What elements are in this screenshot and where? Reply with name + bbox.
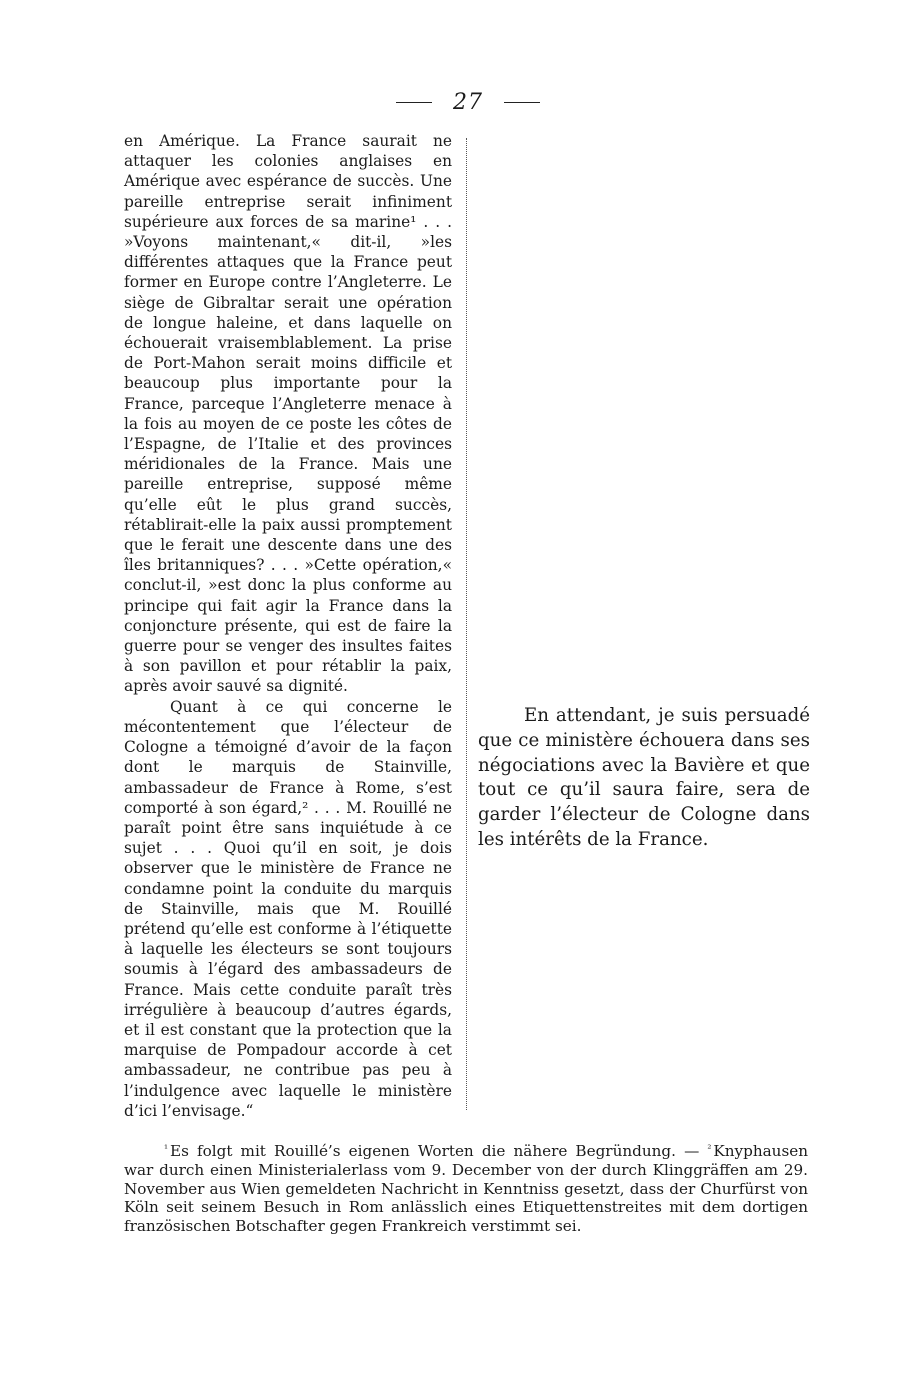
- header-rule-right: [504, 102, 540, 103]
- column-divider: [466, 138, 467, 1110]
- left-paragraph-2: Quant à ce qui concerne le mécontentement que l’électeur de Cologne a témoigné d’avoir de la façon dont le marquis de Stainville, ambassadeur de France à Rome, s’est comporté à son égard,² . . . M. Rouillé ne paraît point être sans inquiétude à ce sujet . . . Quoi qu’il en soit, je dois observer que le ministère de France ne condamne point la conduite du marquis de Stainville, mais que M. Rouillé prétend qu’elle est conforme à l’étiquette à laquelle les électeurs se sont toujours soumis à l’égard des ambassadeurs de France. Mais cette conduite paraît très irrégulière à beaucoup d’autres égards, et il est constant que la protection que la marquise de Pompadour accorde à cet ambassadeur, ne contribue pas peu à l’indulgence avec laquelle le ministère d’ici l’envisage.“: [124, 697, 452, 1120]
- left-paragraph-1: en Amérique. La France saurait ne attaquer les colonies anglaises en Amérique avec espérance de succès. Une pareille entreprise serait infiniment supérieure aux forces de sa marine¹ . . . »Voyons maintenant,« dit-il, »les différentes attaques que la France peut former en Europe contre l’Angleterre. Le siège de Gibraltar serait une opération de longue haleine, et dans laquelle on échouerait vraisemblablement. La prise de Port-Mahon serait moins difficile et beaucoup plus importante pour la France, parceque l’Angleterre menace à la fois au moyen de ce poste les côtes de l’Espagne, de l’Italie et des provinces méridionales de la France. Mais une pareille entreprise, supposé même qu’elle eût le plus grand succès, rétablirait-elle la paix aussi promptement que le ferait une descente dans une des îles britanniques? . . . »Cette opération,« conclut-il, »est donc la plus conforme au principe qui fait agir la France dans la conjoncture présente, qui est de faire la guerre pour se venger des insultes faites à son pavillon et pour rétablir la paix, après avoir sauvé sa dignité.: [124, 132, 452, 696]
- footnote-2-text: Knyphausen war durch einen Ministerialerlass vom 9. December von der durch Klinggräffen am 29. November aus Wien gemeldeten Nachricht in Kenntniss gesetzt, dass der Churfürst von Köln seit seinem Besuch in Rom anlässlich eines Etiquettenstreites mit dem dortigen französischen Botschafter gegen Frankreich verstimmt sei.: [124, 1142, 809, 1236]
- page-number: 27: [453, 89, 483, 115]
- footnote-marker-1: ¹: [164, 1144, 169, 1155]
- right-column: [478, 704, 810, 853]
- page-header: [396, 88, 540, 116]
- footnotes: [124, 1141, 808, 1236]
- footnote-block: [124, 1141, 808, 1236]
- footnote-marker-2: ²: [707, 1144, 712, 1155]
- right-paragraph-1: En attendant, je suis persuadé que ce ministère échouera dans ses négociations avec la Bavière et que tout ce qu’il saura faire, sera de garder l’électeur de Cologne dans les intérêts de la France.: [478, 705, 810, 850]
- footnote-1-text: Es folgt mit Rouillé’s eigenen Worten die nähere Begründung. —: [170, 1142, 700, 1160]
- header-rule-left: [396, 102, 432, 103]
- left-column: [124, 131, 452, 1121]
